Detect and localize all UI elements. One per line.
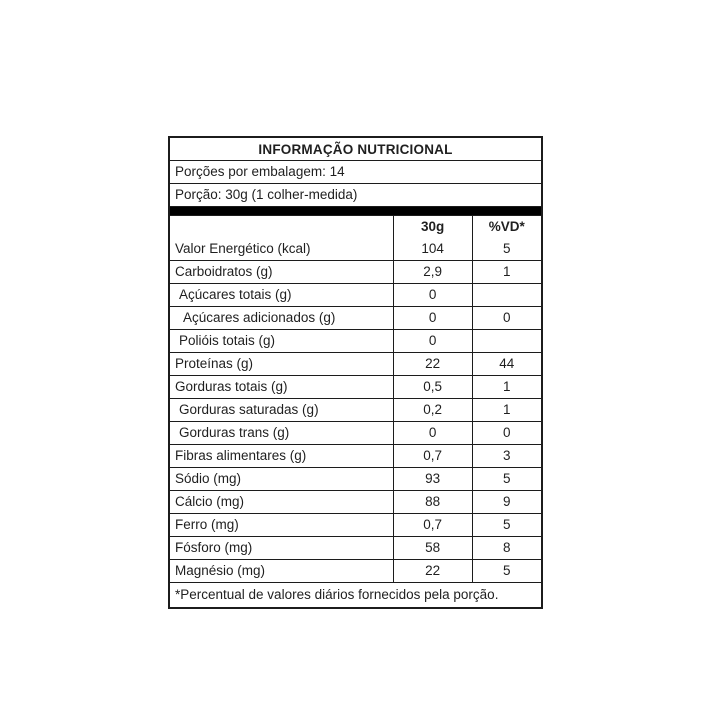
nutrition-table-title: INFORMAÇÃO NUTRICIONAL (258, 142, 453, 157)
row-amount: 2,9 (393, 261, 472, 283)
table-row (170, 398, 541, 421)
row-label: Proteínas (g) (175, 356, 254, 371)
row-dv: 5 (472, 560, 541, 582)
row-dv (472, 284, 541, 306)
row-dv: 5 (472, 238, 541, 260)
column-header-amount: 30g (393, 216, 472, 238)
row-dv: 0 (472, 422, 541, 444)
row-amount: 0 (393, 307, 472, 329)
table-row (170, 238, 541, 260)
row-amount: 104 (393, 238, 472, 260)
row-amount: 0 (393, 284, 472, 306)
row-dv: 1 (472, 376, 541, 398)
table-row (170, 306, 541, 329)
row-label: Carboidratos (g) (175, 264, 273, 279)
row-dv: 8 (472, 537, 541, 559)
row-label: Cálcio (mg) (175, 494, 245, 509)
row-amount: 0 (393, 422, 472, 444)
nutrition-facts-table (168, 136, 543, 609)
table-row (170, 467, 541, 490)
row-amount: 58 (393, 537, 472, 559)
column-header-empty (170, 216, 393, 238)
table-row (170, 444, 541, 467)
row-amount: 0,7 (393, 445, 472, 467)
row-amount: 22 (393, 560, 472, 582)
row-dv (472, 330, 541, 352)
row-amount: 0,2 (393, 399, 472, 421)
row-label: Ferro (mg) (175, 517, 239, 532)
separator-bar (170, 206, 541, 215)
row-amount: 22 (393, 353, 472, 375)
row-label: Magnésio (mg) (175, 563, 266, 578)
table-row (170, 536, 541, 559)
row-label: Gorduras trans (g) (179, 425, 290, 440)
table-row (170, 352, 541, 375)
table-row (170, 421, 541, 444)
table-row (170, 260, 541, 283)
row-label: Valor Energético (kcal) (175, 241, 311, 256)
table-row (170, 283, 541, 306)
nutrition-rows (170, 238, 541, 582)
row-label: Gorduras saturadas (g) (179, 402, 319, 417)
row-label: Açúcares adicionados (g) (183, 310, 336, 325)
row-dv: 5 (472, 514, 541, 536)
row-dv: 1 (472, 261, 541, 283)
row-dv: 9 (472, 491, 541, 513)
table-row (170, 559, 541, 582)
row-label: Polióis totais (g) (179, 333, 276, 348)
daily-values-footnote: *Percentual de valores diários fornecidos pela porção. (170, 582, 541, 607)
row-dv: 5 (472, 468, 541, 490)
table-row (170, 490, 541, 513)
row-label: Sódio (mg) (175, 471, 242, 486)
row-dv: 3 (472, 445, 541, 467)
row-dv: 0 (472, 307, 541, 329)
row-amount: 0,5 (393, 376, 472, 398)
portion-size-line: Porção: 30g (1 colher-medida) (170, 183, 541, 206)
row-label: Gorduras totais (g) (175, 379, 288, 394)
row-label: Açúcares totais (g) (179, 287, 292, 302)
column-header-dv: %VD* (472, 216, 541, 238)
row-dv: 1 (472, 399, 541, 421)
table-row (170, 329, 541, 352)
table-row (170, 513, 541, 536)
row-dv: 44 (472, 353, 541, 375)
row-amount: 93 (393, 468, 472, 490)
servings-per-package-line: Porções por embalagem: 14 (170, 160, 541, 183)
row-amount: 0 (393, 330, 472, 352)
row-label: Fósforo (mg) (175, 540, 253, 555)
column-header-row (170, 215, 541, 238)
row-amount: 88 (393, 491, 472, 513)
table-row (170, 375, 541, 398)
row-amount: 0,7 (393, 514, 472, 536)
row-label: Fibras alimentares (g) (175, 448, 307, 463)
